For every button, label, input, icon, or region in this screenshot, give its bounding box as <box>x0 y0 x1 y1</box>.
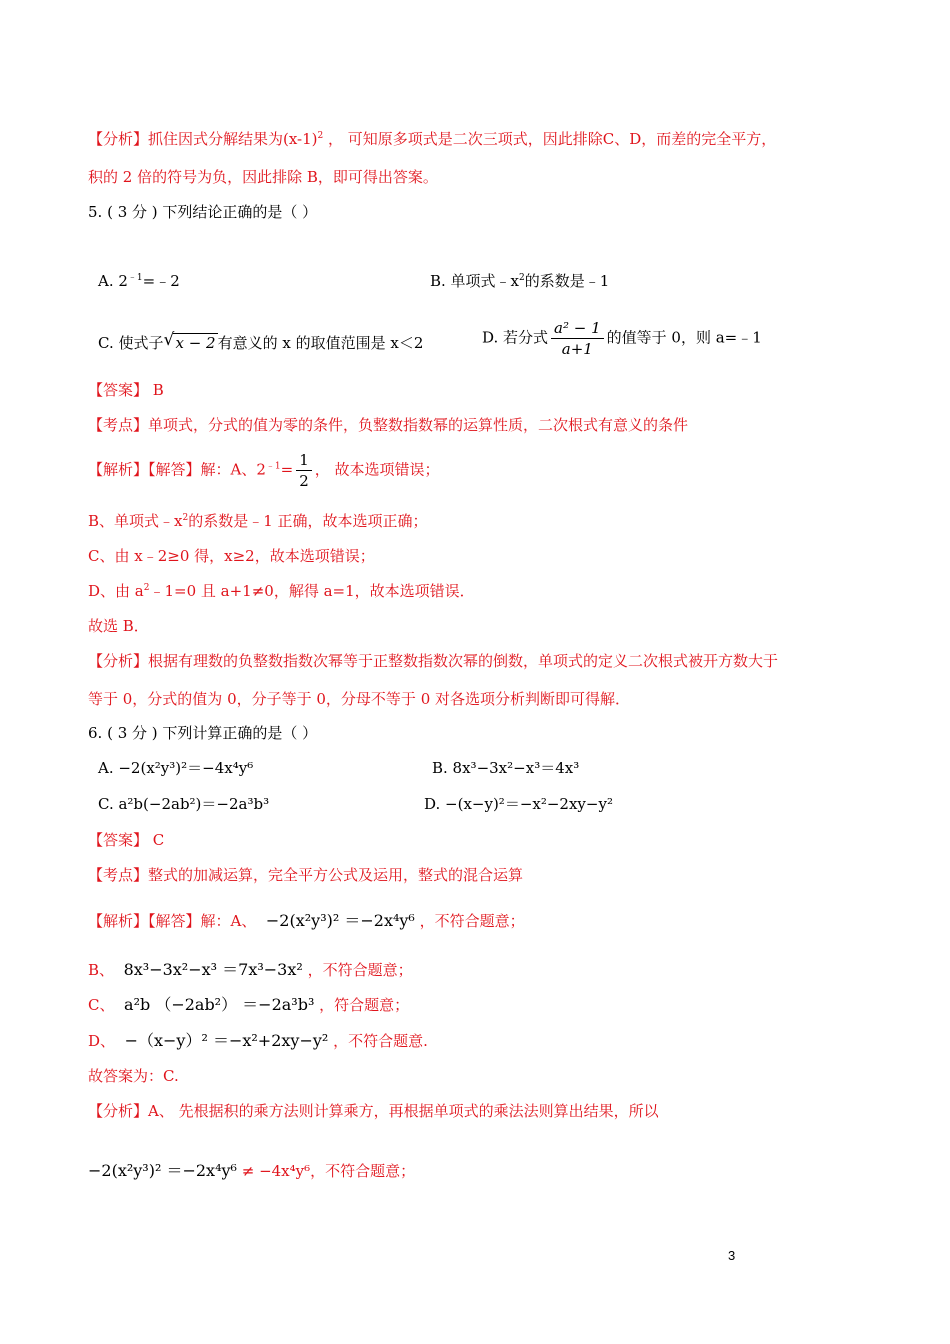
fraction: $\frac{1}{2}$ <box>296 450 312 491</box>
q6-option-c: C. a²b(−2ab²)＝−2a³b³ <box>98 795 270 813</box>
q6-solution-a: 【解析】【解答】解：A、 −2(x²y³)² ＝−2x⁴y⁶ ，不符合题意； <box>88 911 525 930</box>
q5-option-d: D. 若分式 $\frac{\text{a² − 1}}{a+1}$ 的值等于 0，则 a=﹣1 <box>482 319 762 358</box>
q6-kaodian: 【考点】整式的加减运算，完全平方公式及运用，整式的混合运算 <box>88 866 524 884</box>
q5-solution-d: D、由 $a^2﹣1=0$ 且 a+1≠0，解得 a=1，故本选项错误． <box>88 582 475 600</box>
q5-option-a: A. $2^{﹣1}=﹣2$ <box>98 272 180 290</box>
analysis-line: 【分析】A、 先根据积的乘方法则计算乘方，再根据单项式的乘法法则算出结果，所以 <box>88 1102 659 1120</box>
page-number: 3 <box>728 1248 736 1263</box>
q5-solution-c: C、由 x﹣2≥0 得，x≥2，故本选项错误； <box>88 547 375 565</box>
q5-choose: 故选 B． <box>88 617 149 635</box>
question-5-stem: 5. ( 3 分 ) 下列结论正确的是（ ） <box>88 203 318 221</box>
q5-kaodian: 【考点】单项式，分式的值为零的条件，负整数指数幂的运算性质，二次根式有意义的条件 <box>88 416 689 434</box>
q6-answer: 【答案】 C <box>88 831 165 849</box>
analysis-line: 积的 2 倍的符号为负，因此排除 B，即可得出答案。 <box>88 168 438 186</box>
q6-solution-d: D、 −（x−y）² ＝−x²+2xy−y² ，不符合题意. <box>88 1031 428 1050</box>
q5-answer: 【答案】 B <box>88 381 164 399</box>
radical-expression: √ x − 2 <box>163 330 216 352</box>
analysis-line: 【分析】根据有理数的负整数指数次幂等于正整数指数次幂的倒数，单项式的定义二次根式被开方数大于 <box>88 652 779 670</box>
q6-result: 故答案为：C. <box>88 1067 179 1085</box>
analysis-line: 等于 0，分式的值为 0，分子等于 0，分母不等于 0 对各选项分析判断即可得解． <box>88 690 631 708</box>
analysis-line: −2(x²y³)² ＝−2x⁴y⁶ ≠ −4x⁴y⁶，不符合题意； <box>88 1161 416 1180</box>
q6-option-b: B. 8x³−3x²−x³＝4x³ <box>432 759 580 777</box>
q6-solution-c: C、 a²b （−2ab²） ＝−2a³b³ ，符合题意； <box>88 995 410 1014</box>
fraction: $\frac{\text{a² − 1}}{a+1}$ <box>551 318 604 359</box>
q6-option-a: A. −2(x²y³)²＝−4x⁴y⁶ <box>98 759 254 777</box>
q6-solution-b: B、 8x³−3x²−x³ ＝7x³−3x² ，不符合题意； <box>88 960 413 979</box>
q5-option-c: C. 使式子 √ x − 2 有意义的 x 的取值范围是 x＜2 <box>98 330 424 352</box>
q5-solution-a: 【解析】【解答】解：A、$2^{﹣1}=$ $\frac{1}{2}$ ， 故本选项错误； <box>88 451 440 490</box>
analysis-line: 【分析】抓住因式分解结果为$(x-1)^2$ ， 可知原多项式是二次三项式，因此排除C、D，而差的完全平方， <box>88 130 777 148</box>
q5-option-b: B. 单项式$﹣x^2$的系数是﹣1 <box>430 272 610 290</box>
question-6-stem: 6. ( 3 分 ) 下列计算正确的是（ ） <box>88 724 318 742</box>
q6-option-d: D. −(x−y)²＝−x²−2xy−y² <box>424 795 613 813</box>
q5-solution-b: B、单项式$﹣x^2$的系数是﹣1 正确，故本选项正确； <box>88 512 428 530</box>
